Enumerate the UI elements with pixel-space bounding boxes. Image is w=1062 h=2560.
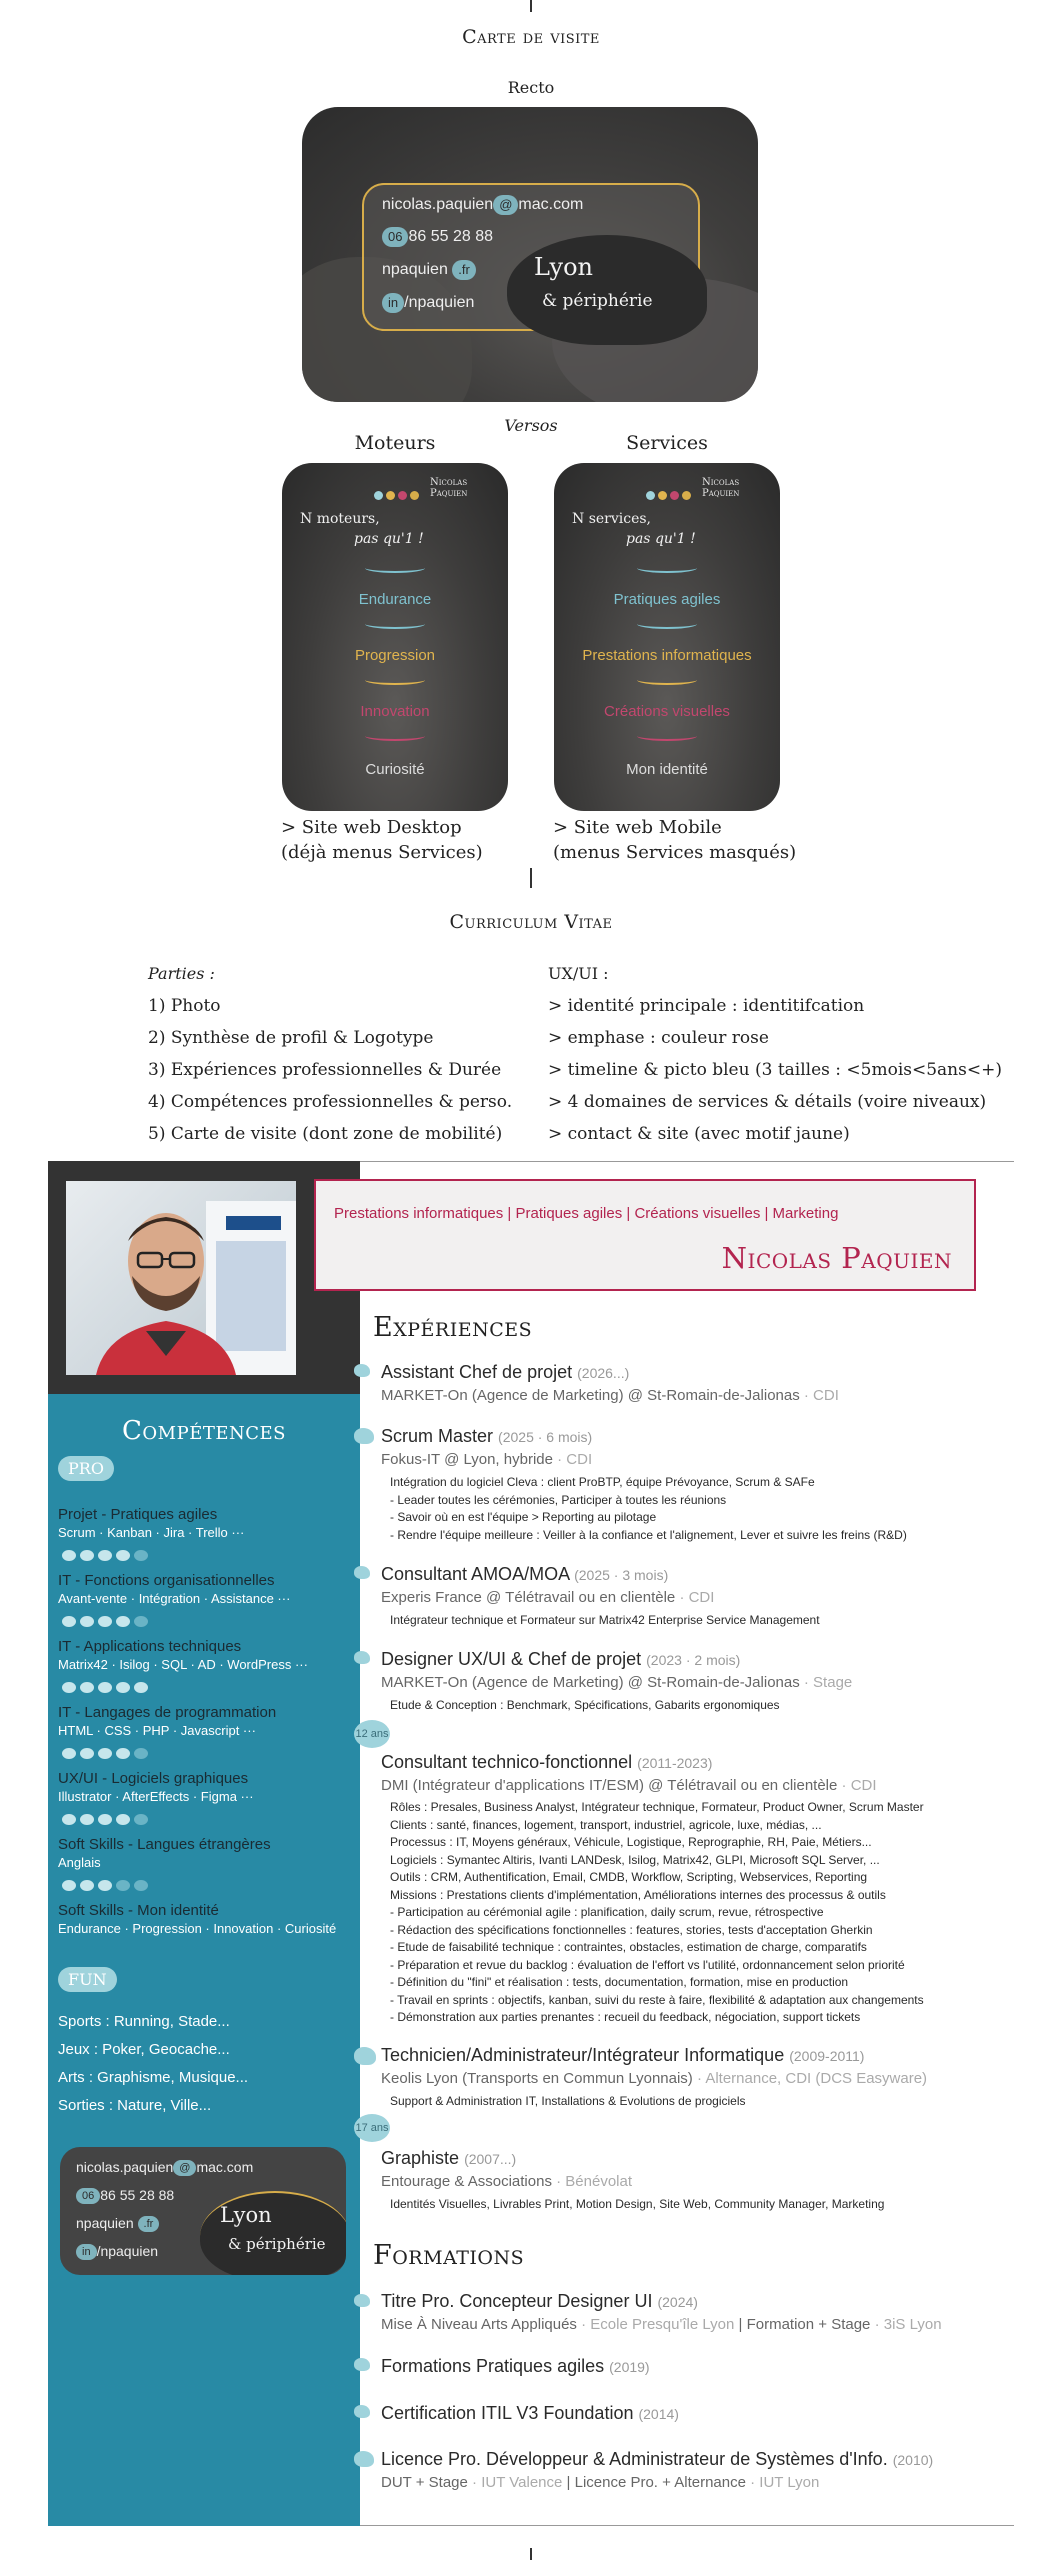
swoosh-decoration [637,675,697,685]
connector-middle [530,868,532,888]
skill-title: Soft Skills - Mon identité [58,1902,219,1919]
verso-item: Mon identité [626,761,708,778]
timeline-icon [354,2358,370,2371]
job-title: Graphiste (2007...) [381,2148,517,2168]
verso-moteurs-note: > Site web Desktop (déjà menus Services) [281,817,483,863]
job-company: MARKET-On (Agence de Marketing) @ St-Romain-de-Jalionas · Stage [381,1674,853,1691]
swoosh-decoration [637,563,697,573]
timeline-icon [354,1566,370,1579]
section-title-business-card: Carte de visite [462,26,600,48]
job-details: Etude & Conception : Benchmark, Spécifications, Gabarits ergonomiques [390,1698,780,1712]
swoosh-decoration [637,619,697,629]
card-phone: 06 86 55 28 88 [76,2187,174,2204]
fun-item: Sports : Running, Stade... [58,2013,230,2030]
card-city: Lyon [534,253,593,281]
skill-detail: Matrix42 · Isilog · SQL · AD · WordPress ··· [58,1657,308,1672]
verso-item: Endurance [358,591,432,608]
job-company: Experis France @ Télétravail ou en clientèle · CDI [381,1589,715,1606]
job-details: Rôles : Presales, Business Analyst, Intégrateur technique, Formateur, Product Owner, Scrum Master Clients : santé, finances, logement, transport, industriel, agricole, luxe, médias, ... Processus : IT, Moyens généraux, Véhicule, Logistique, Reprographie, RH, Paie, Métiers... Logiciels : Symantec Altiris, Ivanti LANDesk, Isilog, Matrix42, GLPI, Microsoft SQL Server, ... Outils : CRM, Authentification, Email, CMDB, Workflow, Scripting, Webservices, Reporting Missions : Prestations clients d'implémentation, Améliorations internes des processus & outils - Participation au cérémonial agile : planification, daily scrum, revue, rétrospective - Rédaction des spécifications fonctionnelles : features, stories, tests d'acceptation Gherkin - Etude de faisabilité technique : contraintes, obstacles, estimation de charge, comparatifs - Préparation et revue du backlog : évaluation de l'effort vs l'utilité, ordonnancement selon priorité - Définition du "fini" et réalisation : tests, documentation, formation, mise en production - Travail en sprints : objectifs, kanban, suivi du reste à faire, flexibilité & adaptation aux changements - Démonstration aux parties prenantes : recueil du feedback, négociation, support tickets [390,1800,924,2024]
competences-title: Compétences [122,1416,286,1446]
card-area: & périphérie [542,291,653,311]
card-linkedin: in /npaquien [382,293,474,313]
card-website: npaquien .fr [76,2215,159,2232]
verso-moteurs-label: Moteurs [354,432,436,454]
formation-title: Formations Pratiques agiles (2019) [381,2356,650,2376]
job-title: Designer UX/UI & Chef de projet (2023 · 2 mois) [381,1649,741,1669]
verso-item: Innovation [360,703,430,720]
services-line: Prestations informatiques | Pratiques agiles | Créations visuelles | Marketing [334,1205,839,1222]
skill-level [62,1744,152,1758]
card-linkedin: in /npaquien [76,2243,158,2260]
connector-top [530,0,532,12]
divider [360,1161,1014,1162]
job-details: Intégrateur technique et Formateur sur Matrix42 Enterprise Service Management [390,1613,820,1627]
job-details: Identités Visuelles, Livrables Print, Motion Design, Site Web, Community Manager, Marketing [390,2197,885,2211]
card-header: N moteurs, [300,511,380,527]
job-title: Assistant Chef de projet (2026...) [381,1362,630,1382]
experiences-title: Expériences [373,1312,533,1343]
job-company: MARKET-On (Agence de Marketing) @ St-Romain-de-Jalionas · CDI [381,1387,839,1404]
skill-level [62,1546,152,1560]
job-details: Support & Administration IT, Installations & Evolutions de progiciels [390,2094,746,2108]
verso-item: Progression [354,647,436,664]
skill-title: Soft Skills - Langues étrangères [58,1836,271,1853]
cv-business-card [60,2147,346,2275]
formation-title: Licence Pro. Développeur & Administrateur de Systèmes d'Info. (2010) [381,2449,934,2469]
skill-title: IT - Applications techniques [58,1638,242,1655]
skill-title: UX/UI - Logiciels graphiques [58,1770,249,1787]
formation-title: Certification ITIL V3 Foundation (2014) [381,2403,679,2423]
fun-item: Jeux : Poker, Geocache... [58,2041,230,2058]
card-website: npaquien .fr [382,260,476,280]
skill-detail: Endurance · Progression · Innovation · Curiosité [58,1921,337,1936]
connector-bottom [530,2548,532,2560]
duration-badge: 12 ans [354,1720,390,1748]
job-details: Intégration du logiciel Cleva : client ProBTP, équipe Prévoyance, Scrum & SAFe - Leader toutes les cérémonies, Participer à toutes les réunions - Savoir où en est l'équipe > Reporting au pilotage - Rendre l'équipe meilleure : Veiller à la confiance et l'alignement, Lever et suivre les freins (R&D) [390,1475,907,1542]
swoosh-decoration [637,731,697,741]
timeline-icon [354,2405,370,2418]
timeline-icon [354,1651,370,1664]
verso-label: Versos [504,416,558,435]
formation-detail: Mise À Niveau Arts Appliqués · Ecole Presqu'île Lyon | Formation + Stage · 3iS Lyon [381,2316,942,2333]
card-email: nicolas.paquien @ mac.com [76,2159,254,2175]
fun-tag: FUN [58,1967,117,1992]
timeline-icon [354,2294,370,2307]
verso-item: Prestations informatiques [582,647,752,664]
skill-title: Projet - Pratiques agiles [58,1506,218,1523]
color-dots [646,485,694,504]
job-title: Consultant AMOA/MOA (2025 · 3 mois) [381,1564,669,1584]
card-phone: 06 86 55 28 88 [382,227,493,247]
fun-item: Arts : Graphisme, Musique... [58,2069,249,2086]
card-area: & périphérie [228,2235,326,2253]
card-email: nicolas.paquien @ mac.com [382,196,584,214]
city-shape [507,235,707,345]
skill-level [62,1612,152,1626]
skill-title: IT - Fonctions organisationnelles [58,1572,275,1589]
timeline-icon [354,2047,376,2065]
timeline-icon [354,1364,370,1377]
cv-uxui-list: UX/UI : > identité principale : identitifcation > emphase : couleur rose > timeline & picto bleu (3 tailles : <5mois<5ans<+) > 4 domaines de services & détails (voire niveaux) > contact & site (avec motif jaune) [548,964,1002,1144]
job-title: Consultant technico-fonctionnel (2011-2023) [381,1752,713,1772]
card-city: Lyon [220,2203,272,2227]
skill-detail: Illustrator · AfterEffects · Figma ··· [58,1789,254,1804]
job-title: Technicien/Administrateur/Intégrateur Informatique (2009-2011) [381,2045,865,2065]
job-company: DMI (Intégrateur d'applications IT/ESM) @ Télétravail ou en clientèle · CDI [381,1777,877,1794]
timeline-icon [354,2451,374,2467]
timeline-icon [354,1428,374,1444]
skill-level [62,1678,152,1692]
skill-level [62,1876,152,1890]
verso-services-note: > Site web Mobile (menus Services masqués) [553,817,797,863]
card-header: N services, [572,511,652,527]
skill-detail: Avant-vente · Intégration · Assistance ··· [58,1591,291,1606]
formation-title: Titre Pro. Concepteur Designer UI (2024) [381,2291,698,2311]
card-brand: Nicolas Paquien [702,477,740,499]
color-dots [374,485,422,504]
skill-detail: Anglais [58,1855,101,1870]
verso-item: Créations visuelles [604,703,730,720]
recto-label: Recto [507,78,555,97]
cv-header-box [314,1179,976,1291]
swoosh-decoration [365,731,425,741]
swoosh-decoration [365,675,425,685]
business-card-front [302,107,758,402]
fun-item: Sorties : Nature, Ville... [58,2097,212,2114]
skill-title: IT - Langages de programmation [58,1704,277,1721]
skill-detail: HTML · CSS · PHP · Javascript ··· [58,1723,256,1738]
verso-services-label: Services [626,432,708,454]
cv-document [48,1161,1014,2526]
business-card-verso-services [554,463,780,811]
business-card-verso-moteurs [282,463,508,811]
job-company: Keolis Lyon (Transports en Commun Lyonnais) · Alternance, CDI (DCS Easyware) [381,2070,928,2087]
job-company: Fokus-IT @ Lyon, hybride · CDI [381,1451,593,1468]
swoosh-decoration [365,619,425,629]
cv-parts-list: Parties : 1) Photo 2) Synthèse de profil & Logotype 3) Expériences professionnelles & Durée 4) Compétences professionnelles & perso. 5) Carte de visite (dont zone de mobilité) [148,964,513,1144]
formation-detail: DUT + Stage · IUT Valence | Licence Pro. + Alternance · IUT Lyon [381,2474,820,2491]
profile-photo [66,1181,296,1375]
duration-badge: 17 ans [354,2114,390,2142]
job-company: Entourage & Associations · Bénévolat [381,2173,633,2190]
card-subheader: pas qu'1 ! [354,531,424,547]
divider [360,2525,1014,2526]
section-title-cv: Curriculum Vitae [449,911,613,933]
verso-item: Pratiques agiles [613,591,721,608]
cv-name: Nicolas Paquien [721,1241,952,1275]
swoosh-decoration [365,563,425,573]
formations-title: Formations [373,2240,525,2271]
verso-item: Curiosité [365,761,425,778]
skill-level [62,1810,152,1824]
pro-tag: PRO [58,1456,114,1481]
card-brand: Nicolas Paquien [430,477,468,499]
job-title: Scrum Master (2025 · 6 mois) [381,1426,593,1446]
skill-detail: Scrum · Kanban · Jira · Trello ··· [58,1525,245,1540]
card-subheader: pas qu'1 ! [626,531,696,547]
